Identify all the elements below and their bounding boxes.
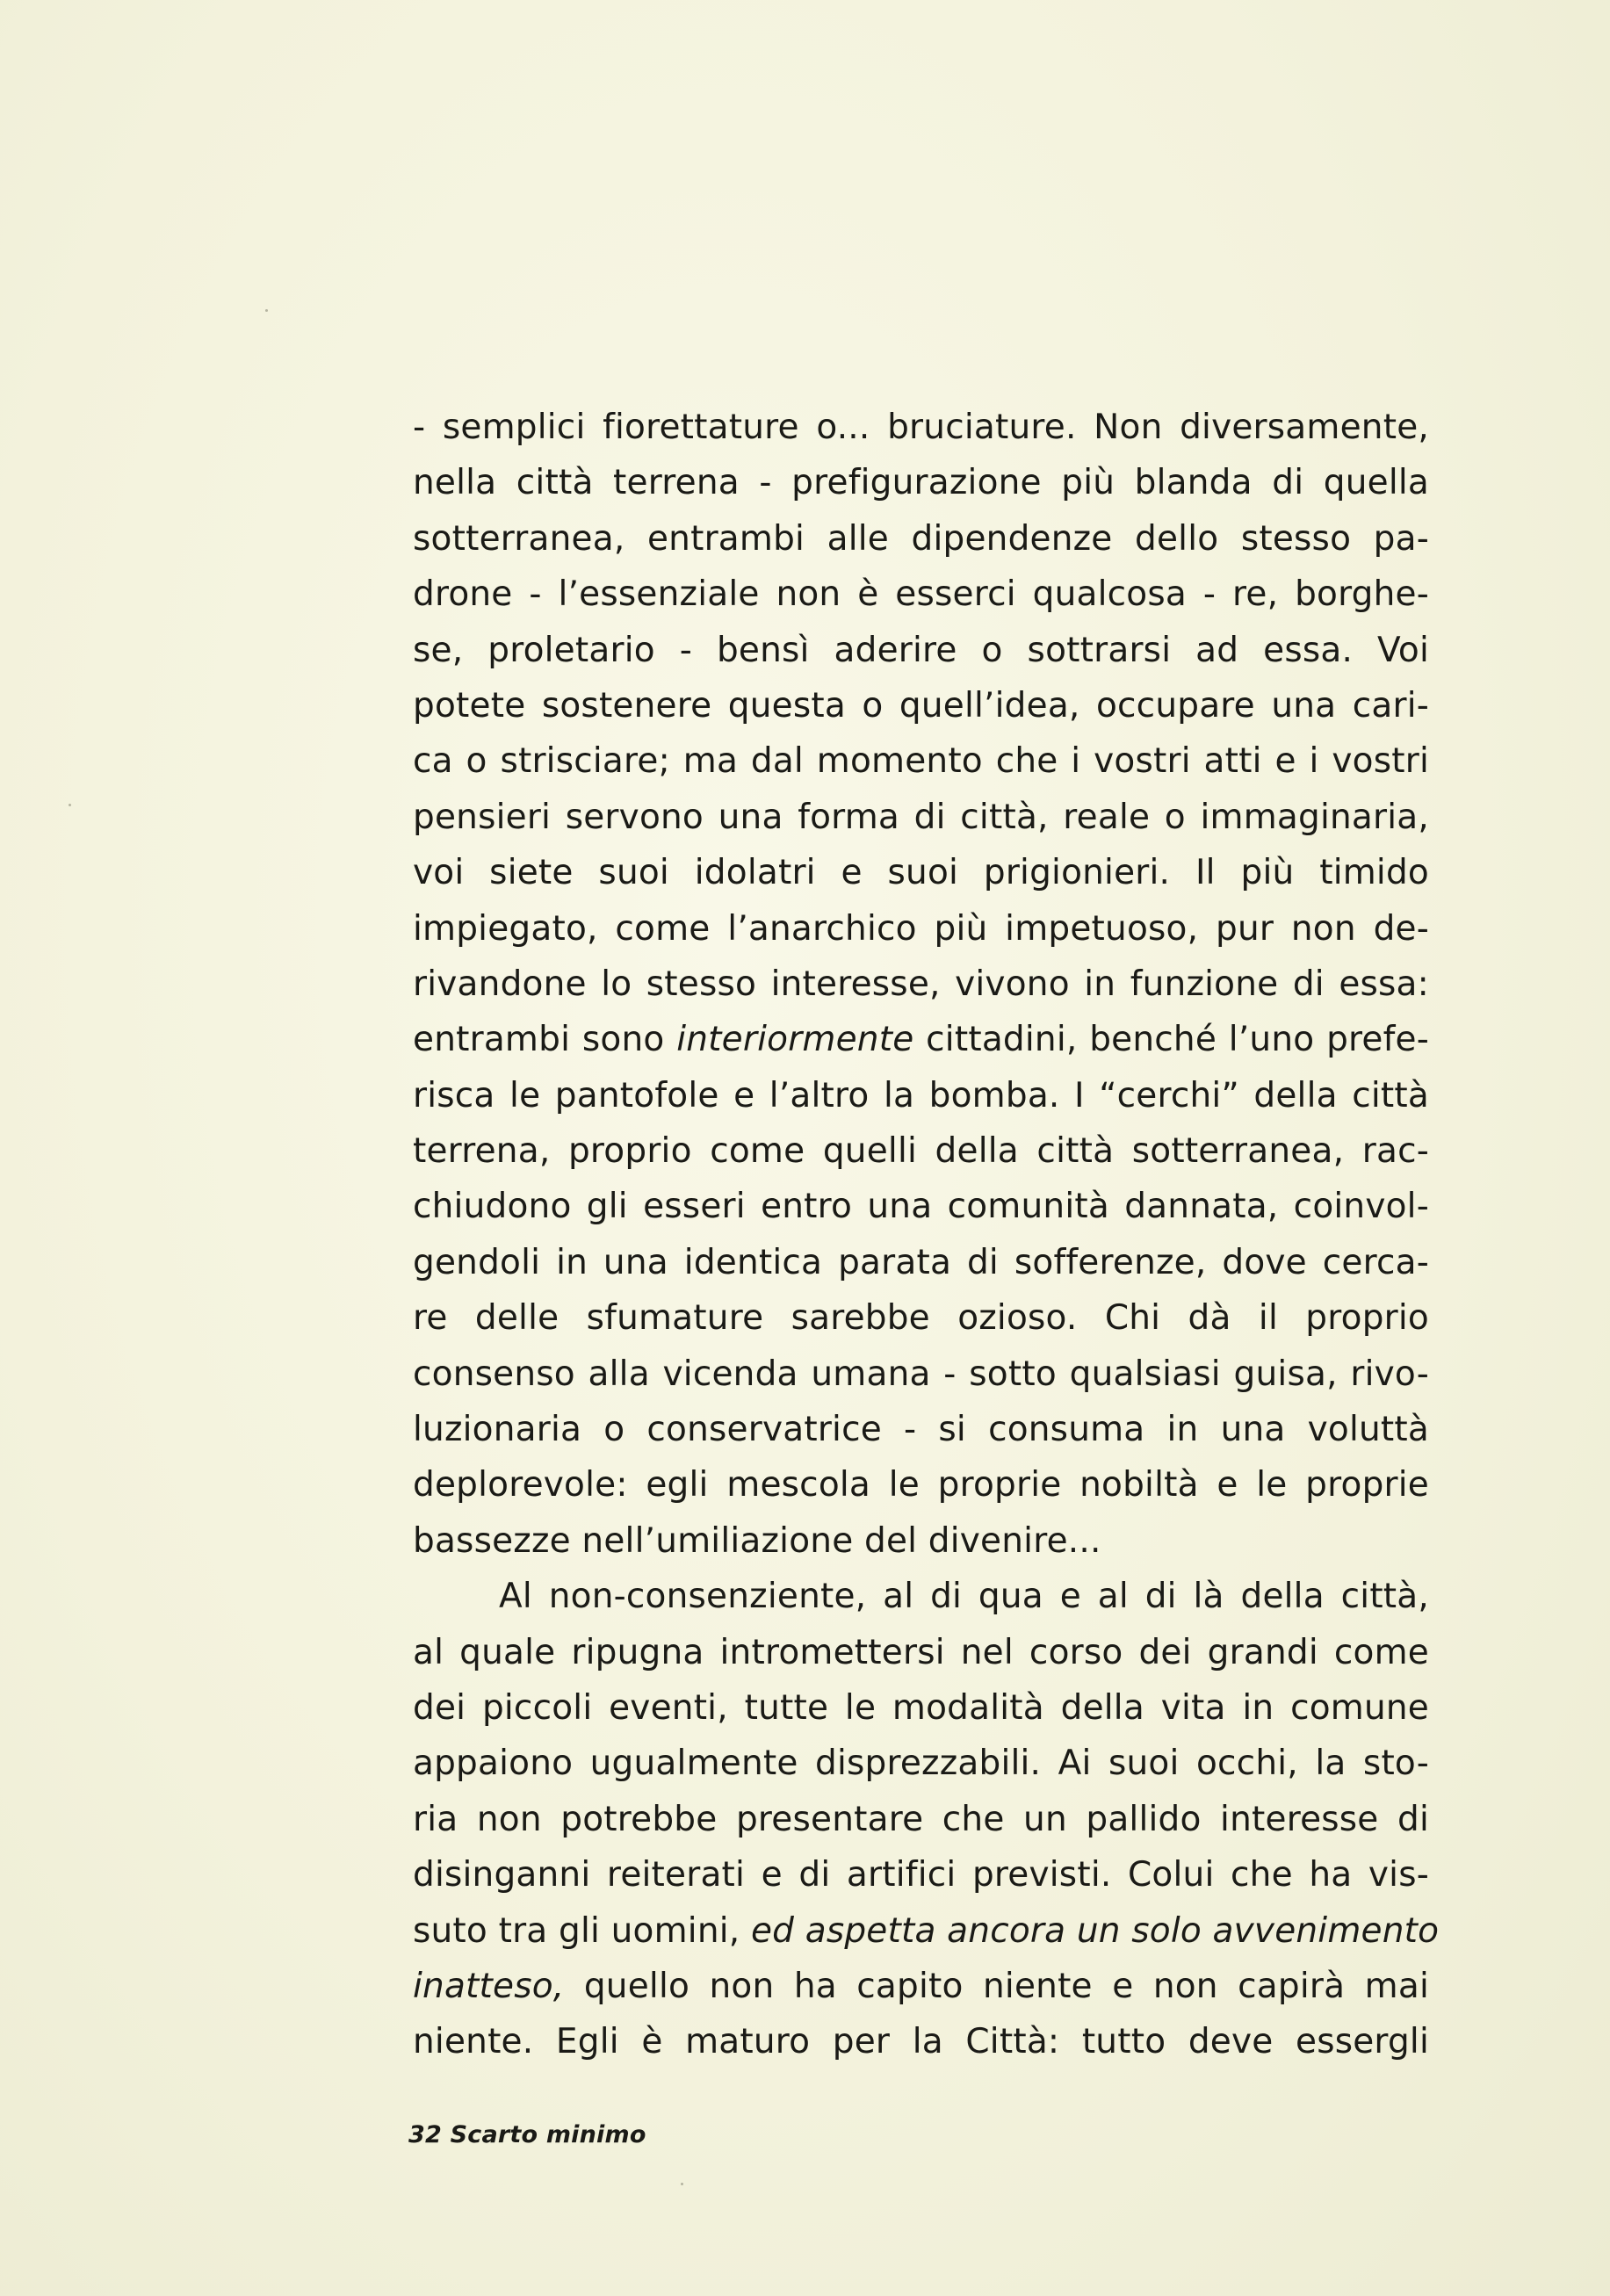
paper-speck [69, 804, 71, 806]
paper-speck [265, 309, 268, 312]
text-line: dei piccoli eventi, tutte le modalità della vita in comune [413, 1687, 1429, 1728]
text-line: impiegato, come l’anarchico più impetuoso, pur non de- [413, 908, 1429, 949]
text-line: pensieri servono una forma di città, reale o immaginaria, [413, 797, 1429, 837]
text-line: deplorevole: egli mescola le proprie nobiltà e le proprie [413, 1465, 1429, 1505]
text-line: gendoli in una identica parata di sofferenze, dove cerca- [413, 1242, 1429, 1282]
page-footer [408, 2121, 646, 2148]
text-segment: suto tra gli uomini, [413, 1910, 751, 1951]
text-line: se, proletario - bensì aderire o sottrarsi ad essa. Voi [413, 630, 1429, 670]
paper-speck [681, 2183, 683, 2185]
text-line: appaiono ugualmente disprezzabili. Ai suoi occhi, la sto- [413, 1744, 1429, 1784]
text-line: sotterranea, entrambi alle dipendenze dello stesso pa- [413, 518, 1429, 559]
text-line [413, 1012, 1429, 1067]
book-title: Scarto minimo [450, 2121, 646, 2148]
text-line: chiudono gli esseri entro una comunità dannata, coinvol- [413, 1187, 1429, 1227]
text-line: rivandone lo stesso interesse, vivono in funzione di essa: [413, 964, 1429, 1004]
text-line: terrena, proprio come quelli della città sotterranea, rac- [413, 1131, 1429, 1172]
text-line: voi siete suoi idolatri e suoi prigionieri. Il più timido [413, 853, 1429, 893]
italic-word: interiormente [676, 1020, 914, 1060]
text-line [413, 1903, 1440, 1959]
text-line: potete sostenere questa o quell’idea, occupare una cari- [413, 685, 1429, 726]
text-segment: quello non ha capito niente e non capirà mai [564, 1966, 1429, 2006]
text-segment: cittadini, benché l’uno prefe- [913, 1020, 1430, 1060]
text-line: bassezze nell’umiliazione del divenire... [413, 1520, 1101, 1561]
text-segment: entrambi sono [413, 1020, 677, 1060]
italic-word: inatteso, [413, 1966, 565, 2006]
text-line: - semplici fiorettature o... bruciature. Non diversamente, [413, 408, 1429, 447]
text-line: Al non-consenziente, al di qua e al di là della città, [499, 1577, 1429, 1617]
body-text [413, 400, 1440, 2070]
page-number: 32 [408, 2121, 442, 2148]
text-line: niente. Egli è maturo per la Città: tutto deve essergli [413, 2022, 1429, 2062]
text-line: re delle sfumature sarebbe ozioso. Chi dà il proprio [413, 1298, 1429, 1339]
text-line: ria non potrebbe presentare che un pallido interesse di [413, 1799, 1429, 1839]
text-line [413, 1959, 1429, 2014]
text-line: risca le pantofole e l’altro la bomba. I “cerchi” della città [413, 1075, 1429, 1116]
text-line: al quale ripugna intromettersi nel corso dei grandi come [413, 1632, 1429, 1672]
text-line: consenso alla vicenda umana - sotto qualsiasi guisa, rivo- [413, 1354, 1429, 1394]
italic-phrase: ed aspetta ancora un solo avvenimento [750, 1910, 1440, 1951]
text-line: luzionaria o conservatrice - si consuma in una voluttà [413, 1410, 1429, 1450]
text-line: drone - l’essenziale non è esserci qualcosa - re, borghe- [413, 574, 1429, 615]
text-line: ca o strisciare; ma dal momento che i vostri atti e i vostri [413, 741, 1429, 782]
text-line: disinganni reiterati e di artifici previsti. Colui che ha vis- [413, 1855, 1429, 1895]
text-line: nella città terrena - prefigurazione più blanda di quella [413, 463, 1429, 503]
